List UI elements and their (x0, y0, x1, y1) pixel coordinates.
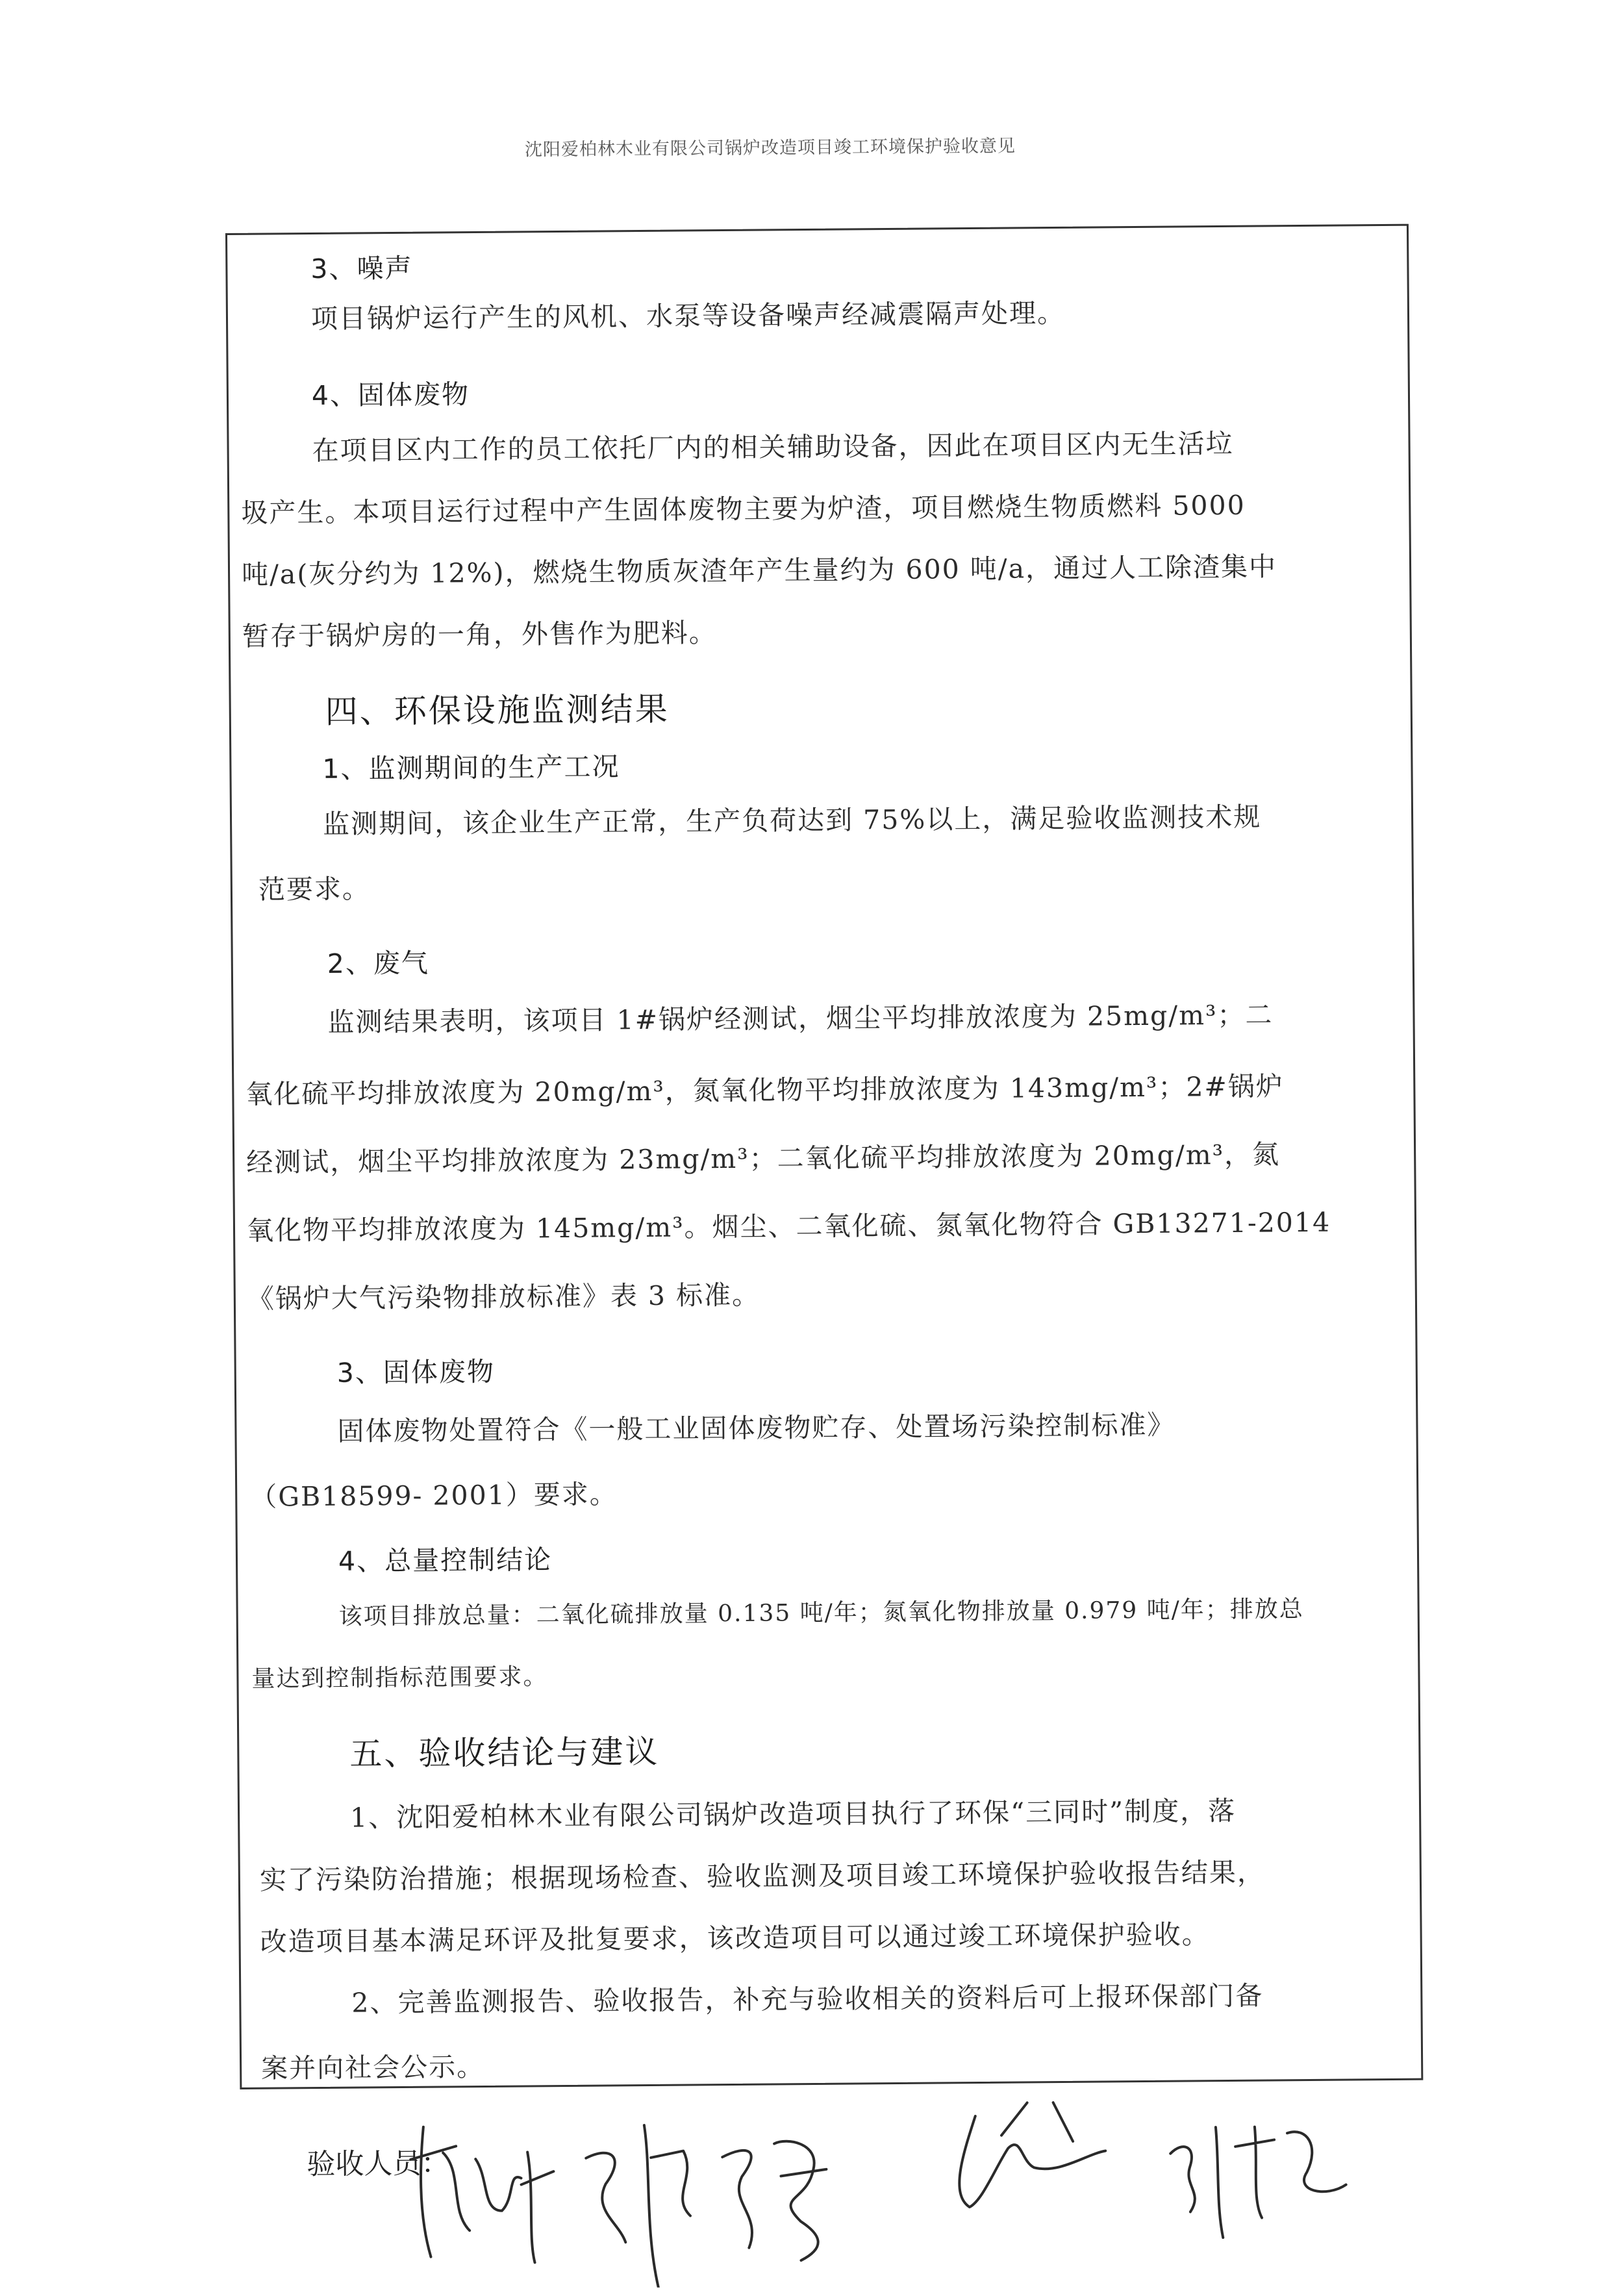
solid-waste-line: 暂存于锅炉房的一角，外售作为肥料。 (242, 617, 718, 652)
conclusion-line: 实了污染防治措施；根据现场检查、验收监测及项目竣工环境保护验收报告结果， (259, 1856, 1266, 1896)
production-line: 范要求。 (258, 873, 371, 905)
solid-waste-2-heading: 3、固体废物 (336, 1356, 496, 1389)
inspectors-label: 验收人员： (307, 2147, 450, 2182)
exhaust-line: 经测试，烟尘平均排放浓度为 23mg/m³；二氧化硫平均排放浓度为 20mg/m³，氮 (246, 1139, 1281, 1178)
solid-waste-heading: 4、固体废物 (311, 379, 470, 411)
noise-heading: 3、噪声 (310, 252, 413, 285)
conclusion-line: 1、沈阳爱柏林木业有限公司锅炉改造项目执行了环保“三同时”制度，落 (349, 1795, 1237, 1834)
exhaust-line: 《锅炉大气污染物排放标准》表 3 标准。 (247, 1279, 760, 1315)
running-header: 沈阳爱柏林木业有限公司锅炉改造项目竣工环境保护验收意见 (524, 136, 1016, 160)
total-control-heading: 4、总量控制结论 (338, 1544, 553, 1577)
solid-waste-2-line: （GB18599- 2001）要求。 (250, 1478, 618, 1513)
exhaust-line: 氧化硫平均排放浓度为 20mg/m³，氮氧化物平均排放浓度为 143mg/m³；2#锅炉 (245, 1070, 1284, 1110)
suggestion-line: 2、完善监测报告、验收报告，补充与验收相关的资料后可上报环保部门备 (351, 1980, 1264, 2019)
conclusion-line: 改造项目基本满足环评及批复要求，该改造项目可以通过竣工环境保护验收。 (260, 1919, 1210, 1958)
production-line: 监测期间，该企业生产正常，生产负荷达到 75%以上，满足验收监测技术规 (322, 801, 1262, 840)
exhaust-line: 监测结果表明，该项目 1#锅炉经测试，烟尘平均排放浓度为 25mg/m³；二 (327, 999, 1274, 1038)
solid-waste-line: 圾产生。本项目运行过程中产生固体废物主要为炉渣，项目燃烧生物质燃料 5000 (241, 489, 1246, 529)
handwritten-signatures (306, 2072, 1606, 2290)
content-box (225, 224, 1423, 2089)
production-heading: 1、监测期间的生产工况 (322, 751, 620, 785)
solid-waste-2-line: 固体废物处置符合《一般工业固体废物贮存、处置场污染控制标准》 (337, 1409, 1175, 1447)
total-control-line: 该项目排放总量：二氧化硫排放量 0.135 吨/年；氮氧化物排放量 0.979 吨/年；排放总 (338, 1596, 1304, 1630)
solid-waste-line: 在项目区内工作的员工依托厂内的相关辅助设备，因此在项目区内无生活垃 (312, 427, 1234, 466)
exhaust-heading: 2、废气 (327, 947, 430, 979)
section-4-heading: 四、环保设施监测结果 (325, 690, 670, 731)
exhaust-line: 氧化物平均排放浓度为 145mg/m³。烟尘、二氧化硫、氮氧化物符合 GB13271-2014 (246, 1206, 1331, 1246)
suggestion-line: 案并向社会公示。 (260, 2050, 485, 2084)
section-5-heading: 五、验收结论与建议 (349, 1732, 660, 1773)
solid-waste-line: 吨/a(灰分约为 12%)，燃烧生物质灰渣年产生量约为 600 吨/a，通过人工除渣集中 (241, 551, 1277, 590)
noise-text: 项目锅炉运行产生的风机、水泵等设备噪声经减震隔声处理。 (310, 297, 1066, 334)
signature-area (307, 2098, 1607, 2271)
total-control-line: 量达到控制指标范围要求。 (251, 1663, 548, 1693)
